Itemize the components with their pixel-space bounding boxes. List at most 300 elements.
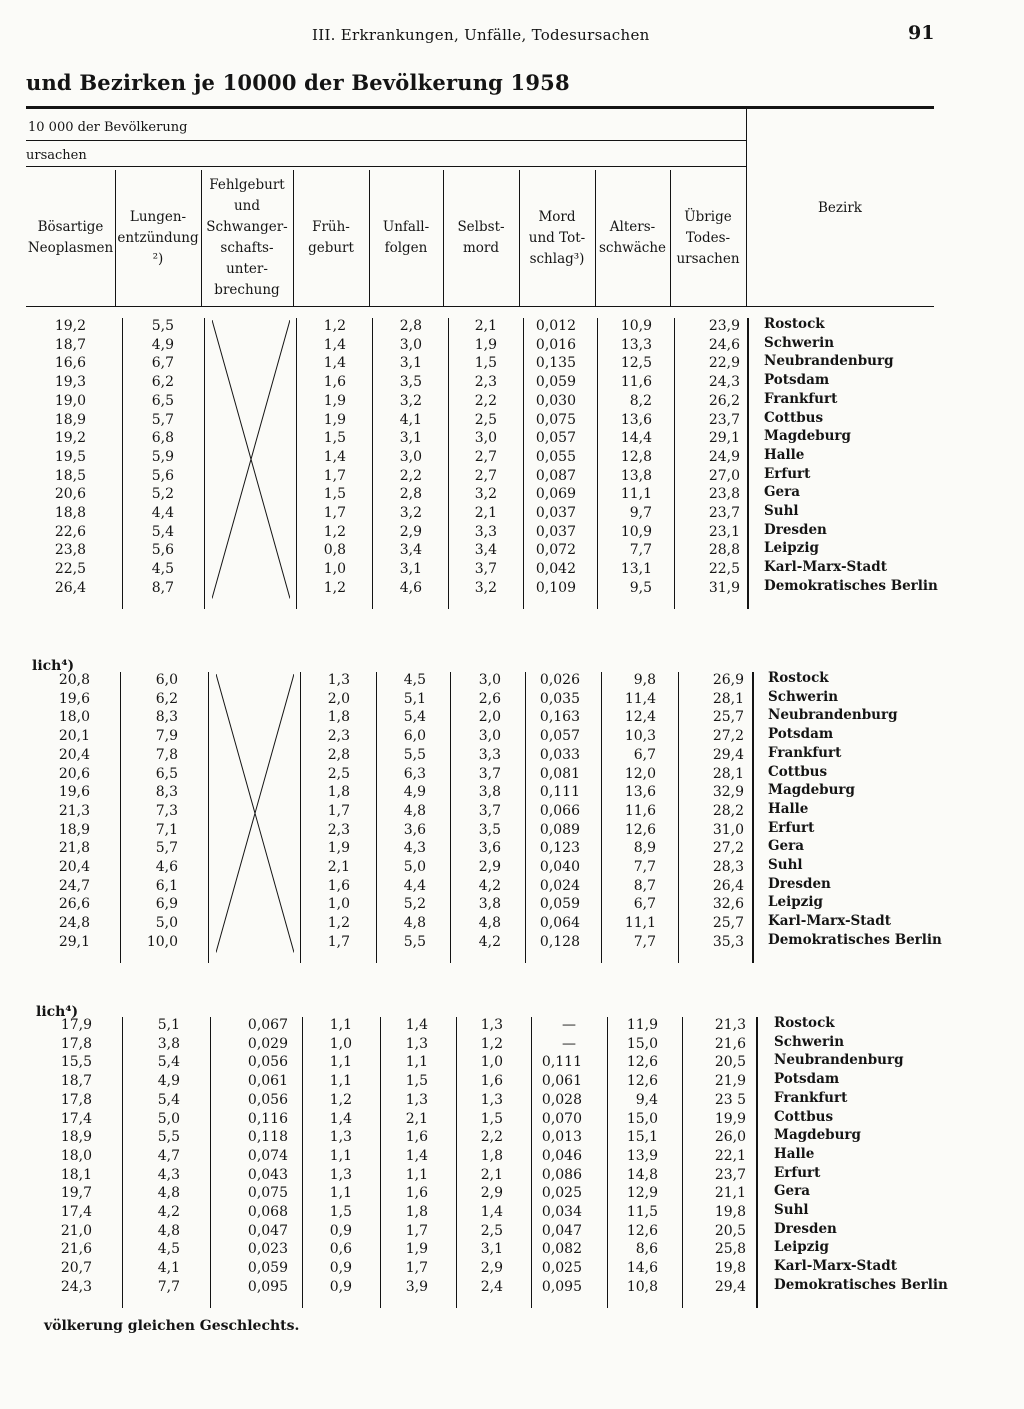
table-cell: 22,6 xyxy=(54,523,86,540)
section-label-3: lich⁴) xyxy=(36,1004,79,1020)
table-cell: 3,1 xyxy=(480,1241,503,1258)
table-cell: 8,2 xyxy=(629,392,652,409)
table-cell: 26,4 xyxy=(54,579,86,596)
table-cell: 19,9 xyxy=(714,1110,746,1127)
table-cell: 0,066 xyxy=(539,802,580,819)
table-cell: 0,024 xyxy=(539,877,580,894)
table-cell: 23,8 xyxy=(708,486,740,503)
column-separator xyxy=(674,318,675,609)
table-cell: 1,2 xyxy=(323,579,346,596)
table-cell: 5,7 xyxy=(151,411,174,428)
table-cell: 2,3 xyxy=(474,374,497,391)
table-cell: 20,5 xyxy=(714,1222,746,1239)
table-cell: 0,057 xyxy=(539,728,580,745)
bezirk-name: Karl-Marx-Stadt xyxy=(768,913,891,930)
table-cell: 3,8 xyxy=(478,896,501,913)
header-superscript-2: ursachen xyxy=(26,148,87,163)
table-cell: 20,6 xyxy=(58,765,90,782)
column-header-line: Selbst- xyxy=(457,219,505,235)
bezirk-name: Frankfurt xyxy=(774,1089,848,1106)
bezirk-name: Potsdam xyxy=(768,726,834,743)
table-cell: 1,5 xyxy=(329,1204,352,1220)
table-cell: 1,4 xyxy=(405,1017,428,1033)
bezirk-name: Dresden xyxy=(764,521,827,538)
table-cell: 11,5 xyxy=(626,1204,658,1220)
table-cell: 20,4 xyxy=(58,859,90,875)
table-cell: 3,7 xyxy=(474,561,497,578)
bezirk-name: Suhl xyxy=(768,857,803,873)
table-cell: 14,6 xyxy=(626,1260,658,1277)
table-cell: 0,075 xyxy=(535,411,576,428)
table-cell: 4,8 xyxy=(403,802,426,819)
table-cell: 3,4 xyxy=(399,542,422,559)
table-cell: 4,5 xyxy=(157,1241,180,1258)
table-cell: 21,6 xyxy=(714,1035,746,1052)
column-separator xyxy=(678,672,679,963)
table-cell: 26,9 xyxy=(712,672,744,688)
table-cell: 12,5 xyxy=(620,355,652,372)
column-separator xyxy=(208,672,209,963)
table-cell: 12,9 xyxy=(626,1185,658,1202)
table-cell: 4,1 xyxy=(157,1260,180,1277)
bezirk-name: Schwerin xyxy=(774,1033,845,1050)
table-cell: 1,1 xyxy=(405,1054,428,1071)
header-sep xyxy=(519,170,520,306)
table-cell: 6,3 xyxy=(403,765,426,782)
table-cell: 2,5 xyxy=(480,1222,503,1239)
table-cell: 7,7 xyxy=(157,1278,180,1295)
table-cell: 1,4 xyxy=(405,1147,428,1164)
table-cell: 24,7 xyxy=(58,877,90,894)
table-cell: 2,0 xyxy=(478,709,501,726)
table-cell: 0,074 xyxy=(247,1147,288,1164)
table-cell: 0,095 xyxy=(541,1278,582,1295)
table-cell: 0,047 xyxy=(247,1222,288,1239)
header-superscript-1: 10 000 der Bevölkerung xyxy=(28,120,188,135)
bezirk-name: Demokratisches Berlin xyxy=(768,931,942,948)
table-cell: 12,6 xyxy=(626,1222,658,1239)
column-header xyxy=(293,170,369,306)
header-sep xyxy=(369,170,370,306)
table-cell: 29,1 xyxy=(58,933,90,950)
table-cell: 0,016 xyxy=(535,336,576,353)
column-header-line: und Tot- xyxy=(528,229,586,246)
table-cell: 1,2 xyxy=(323,523,346,540)
table-cell: 12,8 xyxy=(620,448,652,465)
table-cell: 15,0 xyxy=(626,1110,658,1127)
page-title: und Bezirken je 10000 der Bevölkerung 1958 xyxy=(26,70,570,95)
table-cell: 10,9 xyxy=(620,523,652,540)
column-header-line: schafts- xyxy=(220,240,274,256)
table-cell: 12,6 xyxy=(626,1054,658,1071)
table-cell: 3,9 xyxy=(405,1278,428,1295)
table-cell: 0,034 xyxy=(541,1204,582,1220)
table-cell: 2,9 xyxy=(399,523,422,540)
table-cell: 13,6 xyxy=(624,784,656,801)
column-header xyxy=(369,170,443,306)
bezirk-name: Rostock xyxy=(768,670,829,686)
table-cell: 2,3 xyxy=(327,821,350,838)
table-cell: 1,1 xyxy=(329,1054,352,1071)
bezirk-name: Leipzig xyxy=(768,894,823,911)
table-cell: 5,0 xyxy=(157,1110,180,1127)
table-cell: 6,8 xyxy=(151,430,174,447)
column-header-line: Unfall- xyxy=(382,219,430,235)
table-cell: 2,7 xyxy=(474,448,497,465)
table-cell: 3,1 xyxy=(399,430,422,447)
header-sep xyxy=(293,170,294,306)
bezirk-name: Magdeburg xyxy=(764,428,851,445)
table-cell: 2,8 xyxy=(399,318,422,334)
table-cell: 21,0 xyxy=(60,1222,92,1239)
table-cell: 2,3 xyxy=(327,728,350,745)
table-cell: 0,013 xyxy=(541,1129,582,1146)
table-cell: 2,2 xyxy=(480,1129,503,1146)
column-header-line: schwäche xyxy=(598,240,667,256)
bezirk-name: Cottbus xyxy=(768,763,828,780)
table-cell: 1,1 xyxy=(329,1017,352,1033)
table-cell: 4,8 xyxy=(157,1185,180,1202)
table-cell: 6,2 xyxy=(155,690,178,707)
table-cell: 0,025 xyxy=(541,1260,582,1277)
table-cell: 1,4 xyxy=(480,1204,503,1220)
table-cell: 5,6 xyxy=(151,542,174,559)
column-header-line: Fehlgeburt xyxy=(209,177,285,193)
table-cell: 10,0 xyxy=(146,933,178,950)
table-cell: 5,6 xyxy=(151,467,174,484)
bezirk-name: Suhl xyxy=(774,1202,809,1218)
table-cell: 5,4 xyxy=(157,1091,180,1108)
table-cell: 28,1 xyxy=(712,765,744,782)
table-cell: 0,025 xyxy=(541,1185,582,1202)
table-cell: 1,8 xyxy=(405,1204,428,1220)
table-cell: 3,3 xyxy=(478,746,501,763)
table-cell: 0,128 xyxy=(539,933,580,950)
table-cell: 1,4 xyxy=(323,355,346,372)
table-cell: 14,4 xyxy=(620,430,652,447)
table-cell: 1,4 xyxy=(323,336,346,353)
table-cell: 21,3 xyxy=(58,802,90,819)
table-cell: 4,2 xyxy=(157,1204,180,1220)
table-cell: 0,057 xyxy=(535,430,576,447)
table-cell: 13,1 xyxy=(620,561,652,578)
table-cell: 0,069 xyxy=(535,486,576,503)
table-cell: 0,067 xyxy=(247,1017,288,1033)
table-cell: 3,4 xyxy=(474,542,497,559)
table-cell: 11,6 xyxy=(620,374,652,391)
table-cell: 23,1 xyxy=(708,523,740,540)
table-cell: 0,082 xyxy=(541,1241,582,1258)
column-header-line: entzündung xyxy=(117,229,199,246)
column-header-line: brechung xyxy=(214,282,280,298)
table-cell: 20,7 xyxy=(60,1260,92,1277)
table-cell: 1,2 xyxy=(329,1091,352,1108)
table-cell: 4,6 xyxy=(399,579,422,596)
table-cell: 32,9 xyxy=(712,784,744,801)
table-cell: 1,6 xyxy=(405,1185,428,1202)
table-cell: 0,111 xyxy=(541,1054,582,1071)
table-cell: 4,9 xyxy=(403,784,426,801)
table-cell: 19,6 xyxy=(58,784,90,801)
column-header-line: ²) xyxy=(152,250,164,267)
table-cell: 23,7 xyxy=(708,505,740,521)
table-cell: 21,6 xyxy=(60,1241,92,1258)
table-cell: 1,4 xyxy=(329,1110,352,1127)
table-cell: 13,9 xyxy=(626,1147,658,1164)
table-cell: 12,6 xyxy=(626,1073,658,1090)
table-cell: 18,7 xyxy=(54,336,86,353)
table-cell: 0,8 xyxy=(323,542,346,559)
header-rule-1 xyxy=(26,140,746,141)
bezirk-name: Halle xyxy=(768,800,809,817)
table-cell: 18,5 xyxy=(54,467,86,484)
running-head: III. Erkrankungen, Unfälle, Todesursachen xyxy=(312,26,650,44)
table-cell: 4,8 xyxy=(478,915,501,932)
table-cell: 5,4 xyxy=(403,709,426,726)
table-cell: 2,1 xyxy=(474,505,497,521)
table-cell: 19,2 xyxy=(54,318,86,334)
table-cell: 26,4 xyxy=(712,877,744,894)
bezirk-name: Neubrandenburg xyxy=(774,1052,904,1069)
table-cell: 20,4 xyxy=(58,746,90,763)
table-cell: 1,8 xyxy=(327,709,350,726)
table-cell: 17,8 xyxy=(60,1035,92,1052)
table-cell: 0,033 xyxy=(539,746,580,763)
column-header xyxy=(519,170,595,306)
table-cell: 0,081 xyxy=(539,765,580,782)
table-cell: 4,3 xyxy=(403,840,426,857)
table-cell: 3,8 xyxy=(157,1035,180,1052)
bezirk-name: Magdeburg xyxy=(768,782,855,799)
header-rule-2 xyxy=(26,166,746,167)
table-cell: 0,086 xyxy=(541,1166,582,1183)
bezirk-name: Magdeburg xyxy=(774,1127,861,1144)
table-cell: 1,9 xyxy=(327,840,350,857)
table-cell: 3,0 xyxy=(399,336,422,353)
table-cell: 5,1 xyxy=(403,690,426,707)
table-cell: 21,3 xyxy=(714,1017,746,1033)
table-cell: 0,9 xyxy=(329,1260,352,1277)
table-cell: 0,047 xyxy=(541,1222,582,1239)
table-cell: 21,9 xyxy=(714,1073,746,1090)
table-cell: 1,5 xyxy=(405,1073,428,1090)
table-cell: 5,5 xyxy=(151,318,174,334)
table-cell: 3,1 xyxy=(399,561,422,578)
table-cell: 2,9 xyxy=(480,1260,503,1277)
table-cell: 2,4 xyxy=(480,1278,503,1295)
table-cell: 2,1 xyxy=(480,1166,503,1183)
column-header xyxy=(115,170,201,306)
table-cell: 1,4 xyxy=(323,448,346,465)
table-cell: 18,9 xyxy=(54,411,86,428)
table-cell: 1,5 xyxy=(480,1110,503,1127)
table-cell: 1,7 xyxy=(405,1260,428,1277)
table-cell: 23,9 xyxy=(708,318,740,334)
header-bottom-rule xyxy=(26,306,934,307)
table-cell: 1,6 xyxy=(480,1073,503,1090)
table-cell: 7,9 xyxy=(155,728,178,745)
table-cell: 1,7 xyxy=(323,467,346,484)
table-cell: 1,1 xyxy=(405,1166,428,1183)
table-cell: 13,6 xyxy=(620,411,652,428)
table-cell: 3,1 xyxy=(399,355,422,372)
table-cell: 1,1 xyxy=(329,1185,352,1202)
table-cell: 5,5 xyxy=(157,1129,180,1146)
table-cell: 28,3 xyxy=(712,859,744,875)
table-cell: 15,1 xyxy=(626,1129,658,1146)
table-cell: 3,6 xyxy=(478,840,501,857)
table-cell: 32,6 xyxy=(712,896,744,913)
table-cell: 5,4 xyxy=(151,523,174,540)
table-cell: 29,4 xyxy=(712,746,744,763)
table-cell: 3,2 xyxy=(474,579,497,596)
column-header-line: Schwanger- xyxy=(206,219,288,235)
table-cell: 7,7 xyxy=(629,542,652,559)
column-header xyxy=(746,180,934,236)
table-cell: 3,7 xyxy=(478,802,501,819)
table-cell: 7,7 xyxy=(633,859,656,875)
table-cell: 6,0 xyxy=(155,672,178,688)
table-cell: 26,0 xyxy=(714,1129,746,1146)
table-cell: 14,8 xyxy=(626,1166,658,1183)
table-cell: 7,3 xyxy=(155,802,178,819)
table-cell: 1,1 xyxy=(329,1073,352,1090)
table-cell: 2,5 xyxy=(474,411,497,428)
table-cell: 3,2 xyxy=(474,486,497,503)
table-cell: 23,7 xyxy=(708,411,740,428)
table-cell: 8,3 xyxy=(155,709,178,726)
table-cell: 0,059 xyxy=(539,896,580,913)
table-cell: 1,2 xyxy=(323,318,346,334)
table-cell: 26,2 xyxy=(708,392,740,409)
table-cell: 21,8 xyxy=(58,840,90,857)
table-cell: 4,6 xyxy=(155,859,178,875)
table-cell: 20,1 xyxy=(58,728,90,745)
table-cell: 0,012 xyxy=(535,318,576,334)
table-cell: 11,1 xyxy=(620,486,652,503)
table-cell: 16,6 xyxy=(54,355,86,372)
table-cell: 28,1 xyxy=(712,690,744,707)
table-cell: 0,135 xyxy=(535,355,576,372)
table-cell: 1,9 xyxy=(474,336,497,353)
table-cell: 12,4 xyxy=(624,709,656,726)
table-cell: 10,9 xyxy=(620,318,652,334)
table-cell: — xyxy=(562,1035,576,1052)
table-cell: 4,3 xyxy=(157,1166,180,1183)
bezirk-name: Neubrandenburg xyxy=(764,353,894,370)
table-cell: 2,1 xyxy=(327,859,350,875)
table-cell: 20,5 xyxy=(714,1054,746,1071)
column-header-line: unter- xyxy=(226,261,268,277)
table-cell: 19,5 xyxy=(54,448,86,465)
table-cell: 5,4 xyxy=(157,1054,180,1071)
table-cell: 12,6 xyxy=(624,821,656,838)
header-sep xyxy=(595,170,596,306)
bezirk-name: Leipzig xyxy=(774,1239,829,1256)
table-cell: 17,4 xyxy=(60,1110,92,1127)
table-cell: 0,059 xyxy=(247,1260,288,1277)
table-cell: 0,163 xyxy=(539,709,580,726)
table-cell: 0,028 xyxy=(541,1091,582,1108)
table-cell: 1,7 xyxy=(323,505,346,521)
bezirk-name: Neubrandenburg xyxy=(768,707,898,724)
table-cell: 2,8 xyxy=(399,486,422,503)
column-header-line: folgen xyxy=(384,240,428,256)
table-cell: 18,9 xyxy=(58,821,90,838)
table-cell: 5,2 xyxy=(403,896,426,913)
table-cell: 1,7 xyxy=(327,802,350,819)
bezirk-name: Frankfurt xyxy=(768,744,842,761)
table-cell: 1,0 xyxy=(480,1054,503,1071)
table-cell: 29,4 xyxy=(714,1278,746,1295)
table-cell: 3,0 xyxy=(478,728,501,745)
bezirk-name: Rostock xyxy=(774,1015,835,1031)
table-cell: 1,7 xyxy=(327,933,350,950)
table-cell: 18,1 xyxy=(60,1166,92,1183)
table-cell: 0,6 xyxy=(329,1241,352,1258)
column-separator xyxy=(752,672,754,963)
table-cell: 28,8 xyxy=(708,542,740,559)
table-cell: 9,8 xyxy=(633,672,656,688)
table-cell: 5,5 xyxy=(403,933,426,950)
table-cell: 23 5 xyxy=(714,1091,746,1108)
table-cell: 24,6 xyxy=(708,336,740,353)
table-cell: 4,4 xyxy=(151,505,174,521)
header-sep xyxy=(670,170,671,306)
cross-out-mark xyxy=(216,674,294,959)
table-cell: 0,042 xyxy=(535,561,576,578)
bezirk-name: Gera xyxy=(764,484,800,501)
table-cell: 0,029 xyxy=(247,1035,288,1052)
table-cell: 31,0 xyxy=(712,821,744,838)
table-cell: 5,1 xyxy=(157,1017,180,1033)
column-header-line: Bösartige xyxy=(37,219,104,235)
bezirk-name: Dresden xyxy=(774,1220,837,1237)
table-cell: 7,7 xyxy=(633,933,656,950)
table-cell: 5,7 xyxy=(155,840,178,857)
table-cell: 4,1 xyxy=(399,411,422,428)
table-cell: 7,8 xyxy=(155,746,178,763)
table-cell: 17,9 xyxy=(60,1017,92,1033)
table-cell: 19,7 xyxy=(60,1185,92,1202)
table-cell: 0,061 xyxy=(541,1073,582,1090)
table-cell: 4,2 xyxy=(478,933,501,950)
bezirk-name: Demokratisches Berlin xyxy=(764,577,938,594)
bezirk-name: Leipzig xyxy=(764,540,819,557)
table-cell: 8,7 xyxy=(151,579,174,596)
table-cell: 0,087 xyxy=(535,467,576,484)
table-cell: 8,7 xyxy=(633,877,656,894)
column-header-line: schlag³) xyxy=(529,250,585,267)
table-cell: 28,2 xyxy=(712,802,744,819)
bezirk-name: Frankfurt xyxy=(764,390,838,407)
table-cell: 24,3 xyxy=(708,374,740,391)
table-cell: — xyxy=(562,1017,576,1033)
table-cell: 4,7 xyxy=(157,1147,180,1164)
page-number: 91 xyxy=(908,22,935,44)
column-separator xyxy=(756,1017,758,1308)
table-cell: 0,040 xyxy=(539,859,580,875)
table-cell: 4,8 xyxy=(157,1222,180,1239)
table-cell: 6,5 xyxy=(155,765,178,782)
bezirk-name: Erfurt xyxy=(774,1164,821,1181)
column-header-line: ursachen xyxy=(676,250,740,267)
table-cell: 18,0 xyxy=(60,1147,92,1164)
bezirk-name: Schwerin xyxy=(768,688,839,705)
table-cell: 21,1 xyxy=(714,1185,746,1202)
table-cell: 17,4 xyxy=(60,1204,92,1220)
cross-out-mark xyxy=(212,320,290,605)
